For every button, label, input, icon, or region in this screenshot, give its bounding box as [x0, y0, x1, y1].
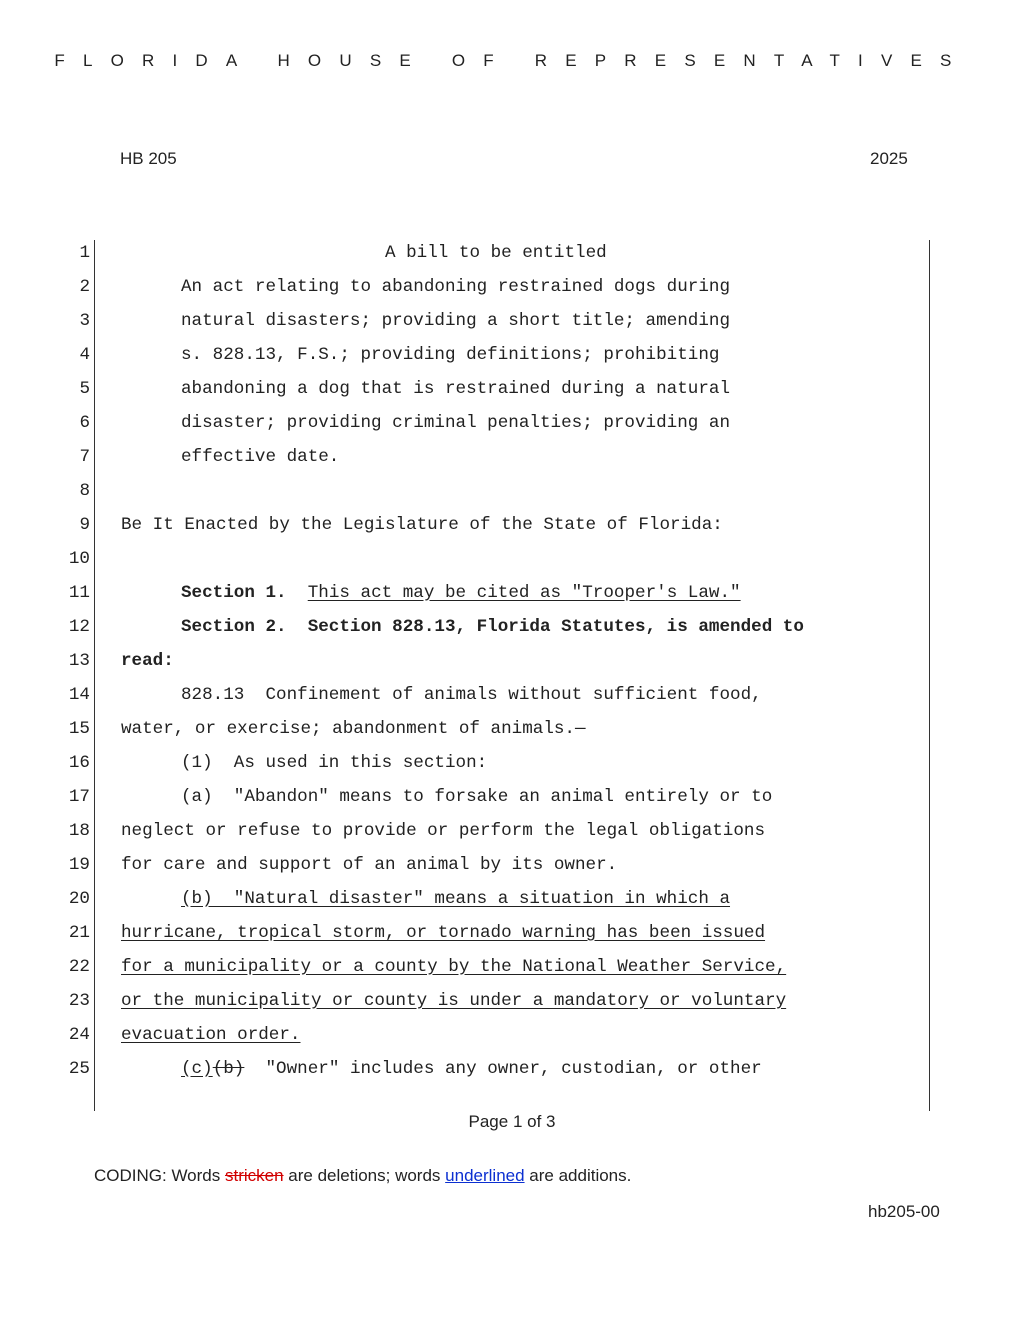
line-number: 4 — [79, 345, 90, 365]
line-number: 9 — [79, 515, 90, 535]
line-number: 12 — [68, 617, 90, 637]
bill-line — [0, 341, 1024, 375]
line-number: 7 — [79, 447, 90, 467]
line-number: 23 — [68, 991, 90, 1011]
line-text: abandoning a dog that is restrained during a natural — [181, 379, 731, 399]
bill-line — [0, 579, 1024, 613]
line-number: 18 — [68, 821, 90, 841]
line-text: 828.13 Confinement of animals without sufficient food, — [181, 685, 762, 705]
bill-line — [0, 1021, 1024, 1055]
line-number: 8 — [79, 481, 90, 501]
bill-line — [0, 681, 1024, 715]
line-number: 21 — [68, 923, 90, 943]
section-heading: Section 1. — [181, 583, 287, 603]
line-text: for care and support of an animal by its owner. — [121, 855, 618, 875]
bill-line — [0, 477, 1024, 511]
line-number: 3 — [79, 311, 90, 331]
chamber-header: FLORIDA HOUSE OF REPRESENTATIVES — [54, 51, 970, 70]
line-text: An act relating to abandoning restrained dogs during — [181, 277, 731, 297]
bill-line — [0, 273, 1024, 307]
line-number: 5 — [79, 379, 90, 399]
line-text: disaster; providing criminal penalties; providing an — [181, 413, 731, 433]
coding-stricken-sample: stricken — [224, 1166, 284, 1185]
line-number: 6 — [79, 413, 90, 433]
added-text: (b) "Natural disaster" means a situation in which a — [181, 889, 731, 909]
page-number: Page 1 of 3 — [468, 1112, 556, 1131]
line-number: 2 — [79, 277, 90, 297]
added-text: (c) — [181, 1059, 213, 1079]
bill-number: HB 205 — [120, 149, 177, 168]
line-text — [181, 579, 741, 607]
added-text: hurricane, tropical storm, or tornado warning has been issued — [121, 923, 766, 943]
document-id: hb205-00 — [868, 1202, 940, 1221]
line-text: s. 828.13, F.S.; providing definitions; prohibiting — [181, 345, 720, 365]
line-text: effective date. — [181, 447, 340, 467]
bill-line — [0, 443, 1024, 477]
line-text-rest: "Owner" includes any owner, custodian, or other — [244, 1059, 762, 1079]
line-text: Be It Enacted by the Legislature of the State of Florida: — [121, 515, 723, 535]
line-number: 22 — [68, 957, 90, 977]
line-number: 19 — [68, 855, 90, 875]
bill-line — [0, 511, 1024, 545]
line-text: neglect or refuse to provide or perform the legal obligations — [121, 821, 766, 841]
line-number: 13 — [68, 651, 90, 671]
bill-line — [0, 919, 1024, 953]
bill-line — [0, 987, 1024, 1021]
line-number: 24 — [68, 1025, 90, 1045]
line-number: 17 — [68, 787, 90, 807]
coding-prefix: CODING: Words — [94, 1166, 225, 1185]
line-number: 15 — [68, 719, 90, 739]
bill-year: 2025 — [870, 149, 908, 168]
bill-line — [0, 851, 1024, 885]
bill-line — [0, 545, 1024, 579]
line-number: 14 — [68, 685, 90, 705]
added-text: This act may be cited as "Trooper's Law." — [307, 583, 741, 603]
bill-line — [0, 783, 1024, 817]
coding-suffix: are additions. — [524, 1166, 632, 1185]
line-text: A bill to be entitled — [385, 243, 607, 263]
bill-line — [0, 1055, 1024, 1089]
added-text: for a municipality or a county by the National Weather Service, — [121, 957, 787, 977]
line-text: (a) "Abandon" means to forsake an animal entirely or to — [181, 787, 773, 807]
added-text: or the municipality or county is under a mandatory or voluntary — [121, 991, 787, 1011]
line-number: 25 — [68, 1059, 90, 1079]
line-text — [181, 1055, 762, 1083]
bill-line — [0, 647, 1024, 681]
coding-middle: are deletions; words — [283, 1166, 446, 1185]
line-number: 20 — [68, 889, 90, 909]
bill-line — [0, 953, 1024, 987]
bill-line — [0, 409, 1024, 443]
line-number: 10 — [68, 549, 90, 569]
bill-line — [0, 307, 1024, 341]
line-number: 11 — [68, 583, 90, 603]
bill-line — [0, 715, 1024, 749]
line-text: water, or exercise; abandonment of animals.— — [121, 719, 586, 739]
line-text: natural disasters; providing a short title; amending — [181, 311, 731, 331]
line-text: Section 2. Section 828.13, Florida Statutes, is amended to — [181, 617, 804, 637]
coding-underlined-sample: underlined — [445, 1166, 525, 1185]
stricken-text: (b) — [212, 1059, 245, 1079]
bill-line — [0, 613, 1024, 647]
line-number: 1 — [79, 243, 90, 263]
bill-line — [0, 375, 1024, 409]
line-text: (1) As used in this section: — [181, 753, 488, 773]
line-number: 16 — [68, 753, 90, 773]
added-text: evacuation order. — [121, 1025, 301, 1045]
bill-line — [0, 885, 1024, 919]
bill-line — [0, 239, 1024, 273]
coding-legend — [94, 1166, 631, 1186]
bill-line — [0, 749, 1024, 783]
bill-line — [0, 817, 1024, 851]
line-text: read: — [121, 651, 174, 671]
